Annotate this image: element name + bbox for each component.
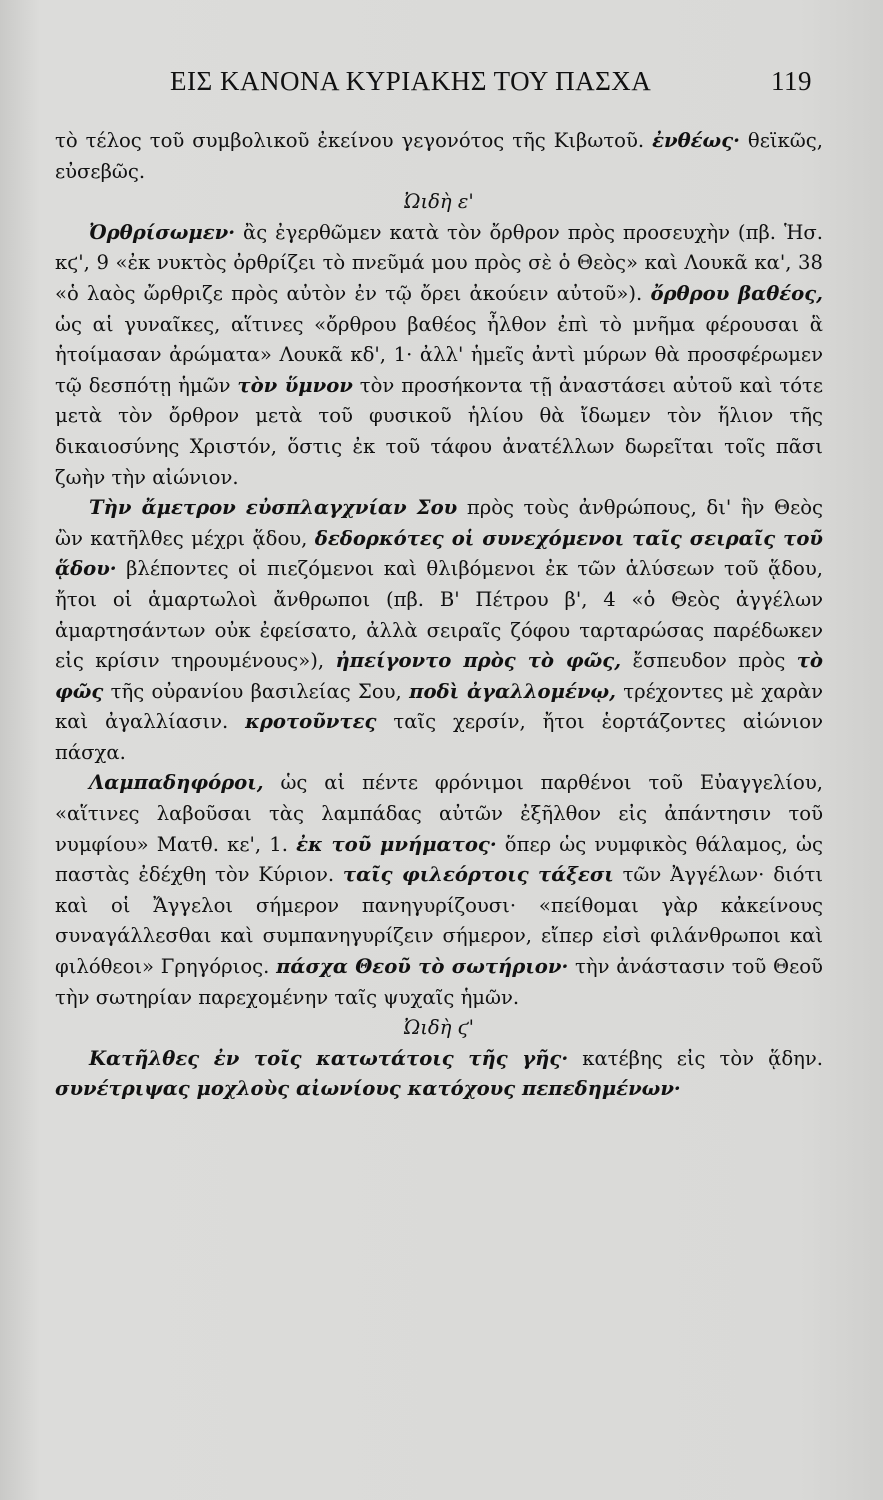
text: ὡς αἱ γυναῖκες, αἵτινες «ὄρθρου βαθέος ἦλθον ἐπὶ τὸ μνῆμα φέρουσαι ἃ ἡτοίμασαν ἀρώματα» Λουκᾶ κδ', 1· ἀλλ' ἡμεῖς ἀντὶ μύρων θὰ προσφέρωμεν τῷ δεσπότῃ ἡμῶν	[55, 312, 823, 397]
lemma: Κατῆλθες ἐν τοῖς κατωτάτοις τῆς γῆς·	[89, 1046, 569, 1070]
paragraph-katilthes	[55, 1044, 823, 1105]
running-title: ΕΙΣ ΚΑΝΟΝΑ ΚΥΡΙΑΚΗΣ ΤΟΥ ΠΑΣΧΑ	[170, 66, 652, 96]
text: τῆς οὐρανίου βασιλείας Σου,	[103, 679, 410, 703]
lemma: τὸν ὕμνον	[237, 373, 353, 397]
text: πρὸς τοὺς ἀνθρώπους, δι' ἣν Θεὸς ὢν κατῆλθες μέχρι ᾅδου,	[55, 496, 824, 550]
lemma: ποδὶ ἀγαλλομένῳ,	[409, 679, 616, 703]
page-number: 119	[771, 66, 812, 96]
lemma: συνέτριψας μοχλοὺς αἰωνίους κατόχους πεπεδημένων·	[55, 1077, 681, 1101]
paragraph-ametron	[55, 493, 823, 768]
text: βλέποντες οἱ πιεζόμενοι καὶ θλιβόμενοι ἐκ τῶν ἁλύσεων τοῦ ᾅδου, ἤτοι οἱ ἁμαρτωλοὶ ἄνθρωποι (πβ. Β' Πέτρου β', 4 «ὁ Θεὸς ἀγγέλων ἁμαρτησάντων οὐκ ἐφείσατο, ἀλλὰ σειραῖς ζόφου ταρταρώσας παρέδωκεν εἰς κρίσιν τηρουμένους»),	[55, 557, 823, 673]
lemma: Λαμπαδηφόροι,	[89, 771, 264, 795]
paragraph-orthrisomen	[55, 218, 823, 493]
lemma: τὸ φῶς	[55, 649, 823, 703]
text: τὴν ἀνάστασιν τοῦ Θεοῦ τὴν σωτηρίαν παρεχομένην ταῖς ψυχαῖς ἡμῶν.	[55, 955, 823, 1009]
text: ἂς ἐγερθῶμεν κατὰ τὸν ὄρθρον πρὸς προσευχὴν (πβ. Ἡσ. κϛ', 9 «ἐκ νυκτὸς ὀρθρίζει τὸ πνεῦμά μου πρὸς σὲ ὁ Θεὸς» καὶ Λουκᾶ κα', 38 «ὁ λαὸς ὤρθριζε πρὸς αὐτὸν ἐν τῷ ὄρει ἀκούειν αὐτοῦ»).	[55, 220, 823, 305]
lemma: πάσχα Θεοῦ τὸ σωτήριον·	[276, 955, 569, 979]
text: ὅπερ ὡς νυμφικὸς θάλαμος, ὡς παστὰς ἐδέχθη τὸν Κύριον.	[55, 832, 823, 887]
text: κατέβης εἰς τὸν ᾅδην.	[568, 1046, 823, 1070]
text: τρέχοντες μὲ χαρὰν καὶ ἀγαλλίασιν.	[55, 679, 823, 734]
lemma: ὄρθρου βαθέος,	[650, 281, 824, 305]
lemma: ἠπείγοντο πρὸς τὸ φῶς,	[335, 649, 622, 673]
text: τὸ τέλος τοῦ συμβολικοῦ ἐκείνου γεγονότος τῆς Κιβωτοῦ.	[55, 129, 653, 152]
lemma: ταῖς φιλεόρτοις τάξεσι	[342, 863, 614, 887]
paragraph-lampadiforoi	[55, 768, 823, 1013]
lemma: Τὴν ἄμετρον εὐσπλαγχνίαν Σου	[89, 496, 458, 520]
ode-heading-5: Ὠιδὴ ε'	[404, 190, 474, 214]
text: ταῖς χερσίν, ἤτοι ἑορτάζοντες αἰώνιον πάσχα.	[55, 710, 823, 764]
paragraph-continuation	[55, 126, 823, 187]
lemma: Ὀρθρίσωμεν·	[89, 220, 236, 244]
text: ἔσπευδον πρὸς	[621, 649, 797, 673]
page-body	[55, 126, 823, 1105]
lemma: ἐνθέως·	[652, 129, 740, 152]
lemma: κροτοῦντες	[245, 710, 377, 734]
page-header	[170, 66, 820, 106]
lemma: ἐκ τοῦ μνήματος·	[296, 832, 497, 856]
text: ὡς αἱ πέντε φρόνιμοι παρθένοι τοῦ Εὐαγγελίου, «αἵτινες λαβοῦσαι τὰς λαμπάδας αὐτῶν ἐξῆλθον εἰς ἀπάντησιν τοῦ νυμφίου» Ματθ. κε', 1.	[55, 771, 823, 856]
text: τῶν Ἀγγέλων· διότι καὶ οἱ Ἄγγελοι σήμερον πανηγυρίζουσι· «πείθομαι γὰρ κἀκείνους συναγάλλεσθαι καὶ συμπανηγυρίζειν σήμερον, εἴπερ εἰσὶ φιλάνθρωποι καὶ φιλόθεοι» Γρηγόριος.	[55, 863, 824, 979]
lemma: δεδορκότες οἱ συνεχόμενοι ταῖς σειραῖς τοῦ ᾅδου·	[55, 526, 823, 581]
ode-heading-6: Ὠιδὴ ϛ'	[403, 1016, 475, 1040]
text: θεϊκῶς, εὐσεβῶς.	[55, 129, 823, 183]
text: τὸν προσήκοντα τῇ ἀναστάσει αὐτοῦ καὶ τότε μετὰ τὸν ὄρθρον μετὰ τοῦ φυσικοῦ ἡλίου θὰ ἴδωμεν τὸν ἥλιον τῆς δικαιοσύνης Χριστόν, ὅστις ἐκ τοῦ τάφου ἀνατέλλων δωρεῖται τοῖς πᾶσι ζωὴν τὴν αἰώνιον.	[55, 373, 823, 489]
